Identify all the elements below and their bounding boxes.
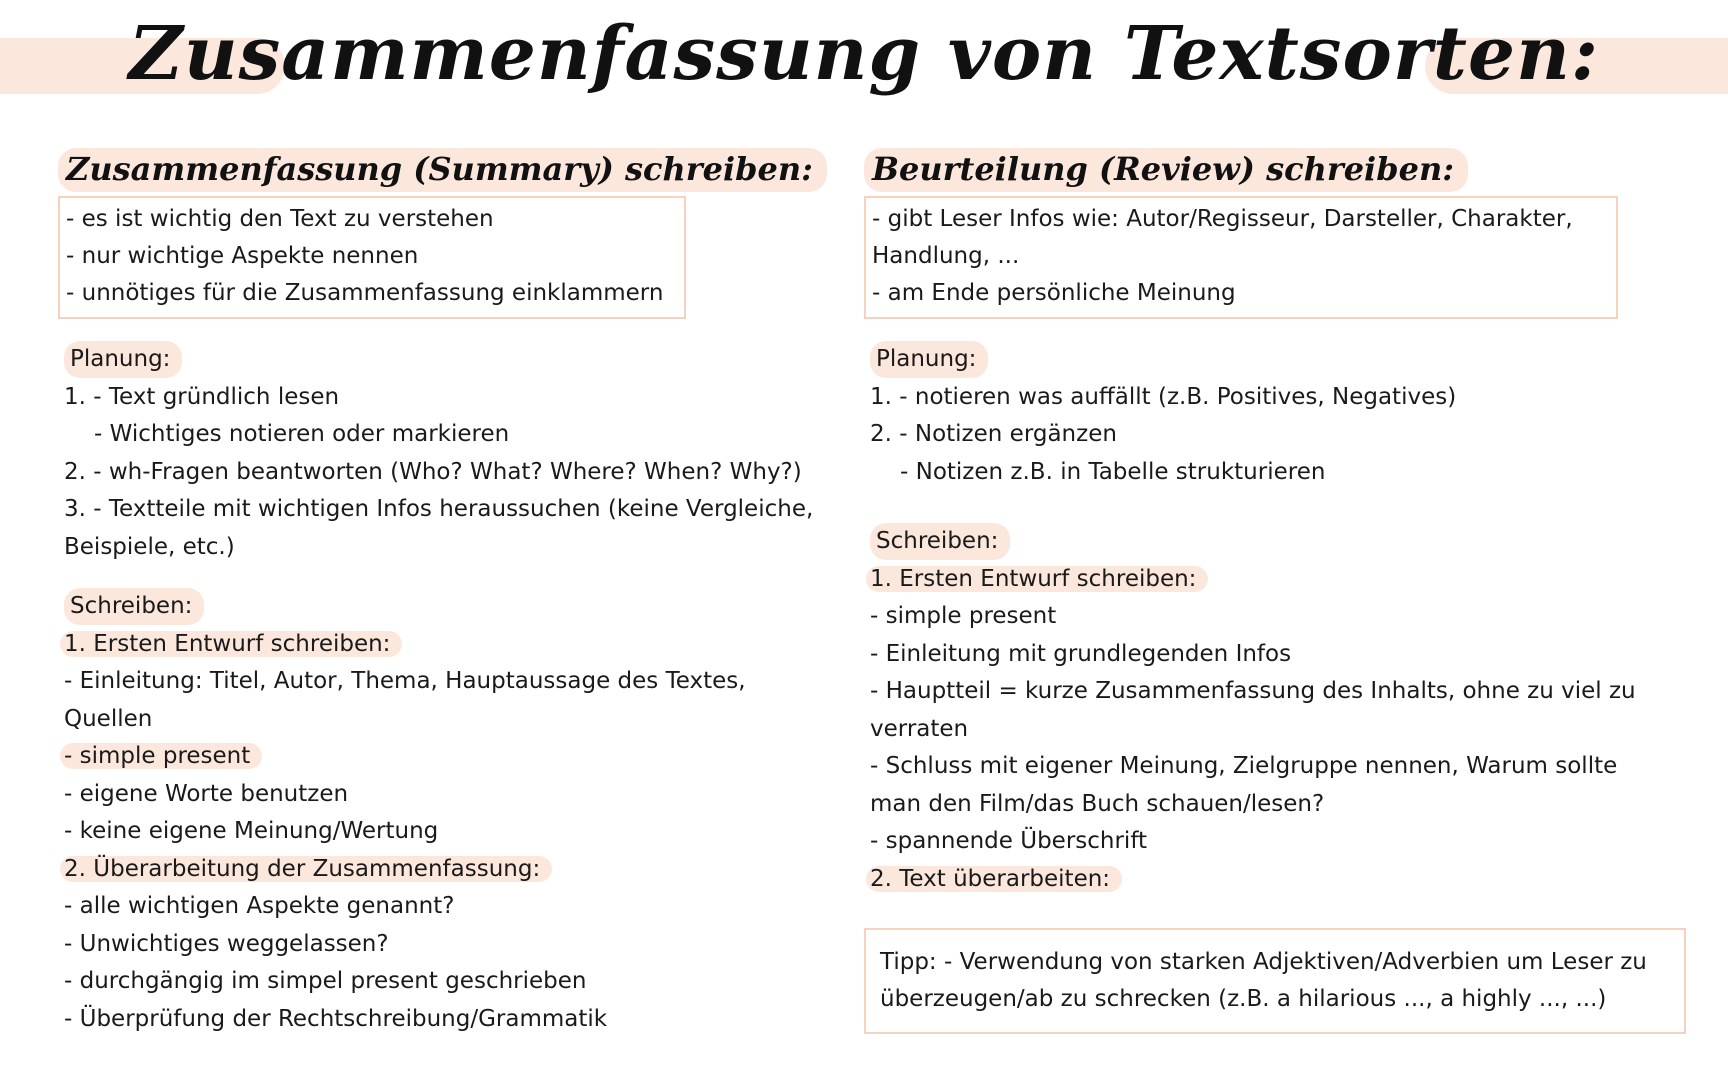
summary-planung-label: Planung: [64, 341, 182, 378]
summary-box-line: - unnötiges für die Zusammenfassung einklammern [66, 280, 664, 306]
summary-heading: Zusammenfassung (Summary) schreiben: [58, 148, 827, 192]
list-item: - spannende Überschrift [870, 828, 1148, 854]
list-item: - Notizen z.B. in Tabelle strukturieren [900, 458, 1326, 485]
list-item: - Einleitung mit grundlegenden Infos [870, 640, 1292, 667]
list-item: Beispiele, etc.) [64, 533, 235, 560]
list-item: - alle wichtigen Aspekte genannt? [64, 893, 455, 919]
page-title: Zusammenfassung von Textsorten: [128, 11, 1600, 97]
list-item: - durchgängig im simpel present geschrieben [64, 968, 587, 994]
summary-step2: 2. Überarbeitung der Zusammenfassung: [60, 856, 552, 882]
review-planung-label: Planung: [870, 341, 988, 378]
list-item: - Hauptteil = kurze Zusammenfassung des Inhalts, ohne zu viel zu [870, 678, 1636, 704]
list-item: 2. - wh-Fragen beantworten (Who? What? Where? When? Why?) [64, 458, 802, 485]
review-schreiben-label: Schreiben: [870, 523, 1010, 560]
tip-line: überzeugen/ab zu schrecken (z.B. a hilarious ..., a highly ..., ...) [880, 986, 1607, 1012]
list-item: - simple present [870, 603, 1057, 629]
list-item: - Unwichtiges weggelassen? [64, 930, 389, 957]
summary-simple-present: - simple present [60, 743, 262, 769]
summary-schreiben-label: Schreiben: [64, 588, 204, 625]
list-item: Quellen [64, 705, 153, 732]
summary-box-line: - nur wichtige Aspekte nennen [66, 243, 419, 269]
list-item: - keine eigene Meinung/Wertung [64, 818, 439, 844]
list-item: verraten [870, 715, 969, 742]
review-info-box [864, 196, 1618, 319]
list-item: - Überprüfung der Rechtschreibung/Grammatik [64, 1005, 608, 1032]
review-box-line: - am Ende persönliche Meinung [872, 280, 1236, 306]
tip-line: Tipp: - Verwendung von starken Adjektiven/Adverbien um Leser zu [880, 949, 1647, 975]
review-step1: 1. Ersten Entwurf schreiben: [866, 566, 1208, 592]
review-box-line: Handlung, ... [872, 243, 1020, 269]
summary-step1: 1. Ersten Entwurf schreiben: [60, 631, 402, 657]
summary-column [58, 148, 848, 1038]
review-schreiben-section [864, 523, 1694, 898]
summary-box-line: - es ist wichtig den Text zu verstehen [66, 206, 494, 232]
tip-box [864, 928, 1686, 1034]
list-item: - Wichtiges notieren oder markieren [94, 421, 510, 447]
summary-planung-section [58, 341, 848, 566]
list-item: 1. - Text gründlich lesen [64, 383, 340, 410]
list-item: - Schluss mit eigener Meinung, Zielgruppe nennen, Warum sollte [870, 753, 1618, 779]
summary-info-box [58, 196, 686, 319]
review-column [864, 148, 1694, 1034]
review-step2: 2. Text überarbeiten: [866, 866, 1122, 892]
list-item: - eigene Worte benutzen [64, 780, 349, 807]
review-planung-section [864, 341, 1694, 491]
review-box-line: - gibt Leser Infos wie: Autor/Regisseur, Darsteller, Charakter, [872, 206, 1573, 232]
list-item: 1. - notieren was auffällt (z.B. Positives, Negatives) [870, 383, 1457, 410]
list-item: 3. - Textteile mit wichtigen Infos heraussuchen (keine Vergleiche, [64, 496, 814, 522]
review-heading: Beurteilung (Review) schreiben: [864, 148, 1468, 192]
summary-schreiben-section [58, 588, 848, 1038]
list-item: 2. - Notizen ergänzen [870, 421, 1117, 447]
list-item: - Einleitung: Titel, Autor, Thema, Hauptaussage des Textes, [64, 668, 746, 694]
list-item: man den Film/das Buch schauen/lesen? [870, 790, 1325, 817]
